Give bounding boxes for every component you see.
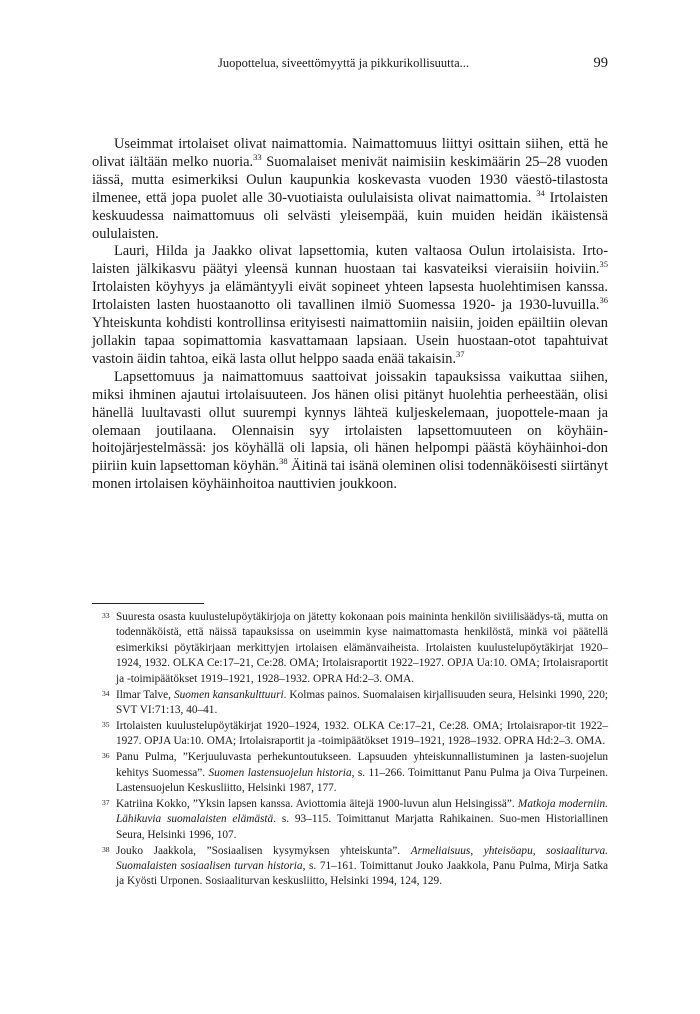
footnote [92, 719, 608, 750]
running-header [92, 56, 608, 76]
footnote-divider [92, 603, 204, 604]
page-number: 99 [593, 55, 608, 71]
footnote-text: Suuresta osasta kuulustelupöytäkirjoja on jätetty kokonaan pois maininta henkilön siviilisäädys-tä, mutta on todennäköistä, että näissä tapauksissa on useimmin kyse naimattomasta henkilöstä, minkä voi päätellä esimerkiksi pöytäkirjaan merkittyjen irtolaisen elämänvaiheista. Irtolaisten kuulustelupöytäkirjat 1920–1924, 1932. OLKA Ce:17–21, Ce:28. OMA; Irtolaisraportit 1922–1927. OPJA Ua:10. OMA; Irtolaisraportit ja -toimipäätökset 1919–1921, 1928–1932. OPRA Hd:2–3. OMA. [116, 611, 608, 685]
footnote-ref[interactable]: 33 [253, 152, 262, 163]
footnote [92, 797, 608, 843]
footnote-text: Ilmar Talve, Suomen kansankulttuuri. Kolmas painos. Suomalaisen kirjallisuuden seura, Helsinki 1990, 220; SVT VI:71:13, 40–41. [116, 688, 608, 716]
paragraph: Useimmat irtolaiset olivat naimattomia. Naimattomuus liittyi osittain siihen, että he olivat iältään melko nuoria.$^{33}$ Suomalaiset menivät naimisiin keskimäärin 25–28 vuoden iässä, mutta esimerkiksi Oulun kaupunkia koskevasta vuoden 1930 väestö-tilastosta ilmenee, että jopa puolet alle 30-vuotiaista oululaisista olivat naimattomia. $^{34}$ Irtolaisten keskuudessa naimattomuus oli selvästi yleisempää, kuin muiden heidän ikäistensä oululaisten. [92, 136, 608, 242]
footnote-text: Irtolaisten kuulustelupöytäkirjat 1920–1924, 1932. OLKA Ce:17–21, Ce:28. OMA; Irtolaisrapor-tit 1922–1927. OPJA Ua:10. OMA; Irtolaisraportit ja -toimipäätökset 1919–1921, 1928–1932. OPRA Hd:2–3. OMA. [116, 719, 608, 748]
footnote-number: 36 [102, 751, 110, 761]
footnote-ref[interactable]: 34 [536, 187, 545, 198]
footnote-number: 38 [102, 844, 110, 854]
body-text [92, 136, 608, 494]
footnote-text: Panu Pulma, ”Kerjuuluvasta perhekuntoutukseen. Lapsuuden yhteiskunnallistuminen ja lasten-suojelun kehitys Suomessa”. Suomen lastensuojelun historia, s. 11–266. Toimittanut Panu Pulma ja Oiva Turpeinen. Lastensuojelun Keskusliitto, Helsinki 1987, 177. [116, 751, 608, 794]
footnote [92, 750, 608, 796]
footnote-number: 34 [102, 688, 110, 698]
footnote-number: 33 [102, 611, 110, 620]
footnote-text: Katriina Kokko, ”Yksin lapsen kanssa. Aviottomia äitejä 1900-luvun alun Helsingissä”. Matkoja moderniin. Lähikuvia suomalaisten elämästä. s. 93–115. Toimittanut Marjatta Rahikainen. Suo-men Historiallinen Seura, Helsinki 1996, 107. [116, 797, 608, 841]
footnote-number: 37 [102, 797, 110, 807]
footnote-ref[interactable]: 35 [599, 259, 608, 270]
paragraph: Lapsettomuus ja naimattomuus saattoivat joissakin tapauksissa vaikuttaa siihen, miksi ihminen ajautui irtolaisuuteen. Jos hänen olisi pitänyt huolehtia perheestään, olisi hänellä luultavasti ollut suurempi kynnys lähteä kuljeskelemaan, juopottele-maan ja olemaan joutilaana. Olennaisin syy irtolaisten lapsettomuuteen on köyhäin-hoitojärjestelmässä: jos köyhällä oli lapsia, oli hänen helpompi päästä köyhäinhoi-don piiriin kuin lapsettoman köyhän.$^{38}$ Äitinä tai isänä oleminen olisi todennäköisesti siirtänyt monen irtolaisen köyhäinhoitoa nauttivien joukkoon. [92, 368, 608, 493]
footnote-ref[interactable]: 38 [279, 456, 288, 467]
footnote [92, 610, 608, 687]
footnote [92, 844, 608, 890]
footnote-ref[interactable]: 37 [456, 349, 465, 360]
paragraph: Lauri, Hilda ja Jaakko olivat lapsettomia, kuten valtaosa Oulun irtolaisista. Irto-laisten jälkikasvu päätyi yleensä kunnan huostaan tai kasvateiksi vieraisiin hoiviin.$^{35}$ Irtolaisten köyhyys ja elämäntyyli eivät sopineet yhteen lapsesta huolehtimisen kanssa. Irtolaisten lasten huostaanotto oli tavallinen ilmiö Suomessa 1920- ja 1930-luvuilla.$^{36}$ Yhteiskunta kohdisti kontrollinsa erityisesti naimattomiin naisiin, joiden epäiltiin olevan jollakin tapaa sopimattomia kasvattamaan lapsiaan. Usein huostaan-otot tapahtuivat vastoin äidin tahtoa, eikä lasta ollut helppo saada enää takaisin.$^{37}$ [92, 243, 608, 367]
footnote [92, 688, 608, 719]
footnotes [92, 610, 608, 890]
footnote-ref[interactable]: 36 [599, 295, 608, 306]
running-title: Juopottelua, siveettömyyttä ja pikkurikollisuutta... [218, 56, 470, 70]
footnote-number: 35 [102, 719, 110, 729]
footnote-text: Jouko Jaakkola, ”Sosiaalisen kysymyksen yhteiskunta”. Armeliaisuus, yhteisöapu, sosiaaliturva. Suomalaisten sosiaalisen turvan historia, s. 71–161. Toimittanut Jouko Jaakkola, Panu Pulma, Mirja Satka ja Kyösti Urponen. Sosiaaliturvan keskusliitto, Helsinki 1994, 124, 129. [116, 844, 608, 888]
